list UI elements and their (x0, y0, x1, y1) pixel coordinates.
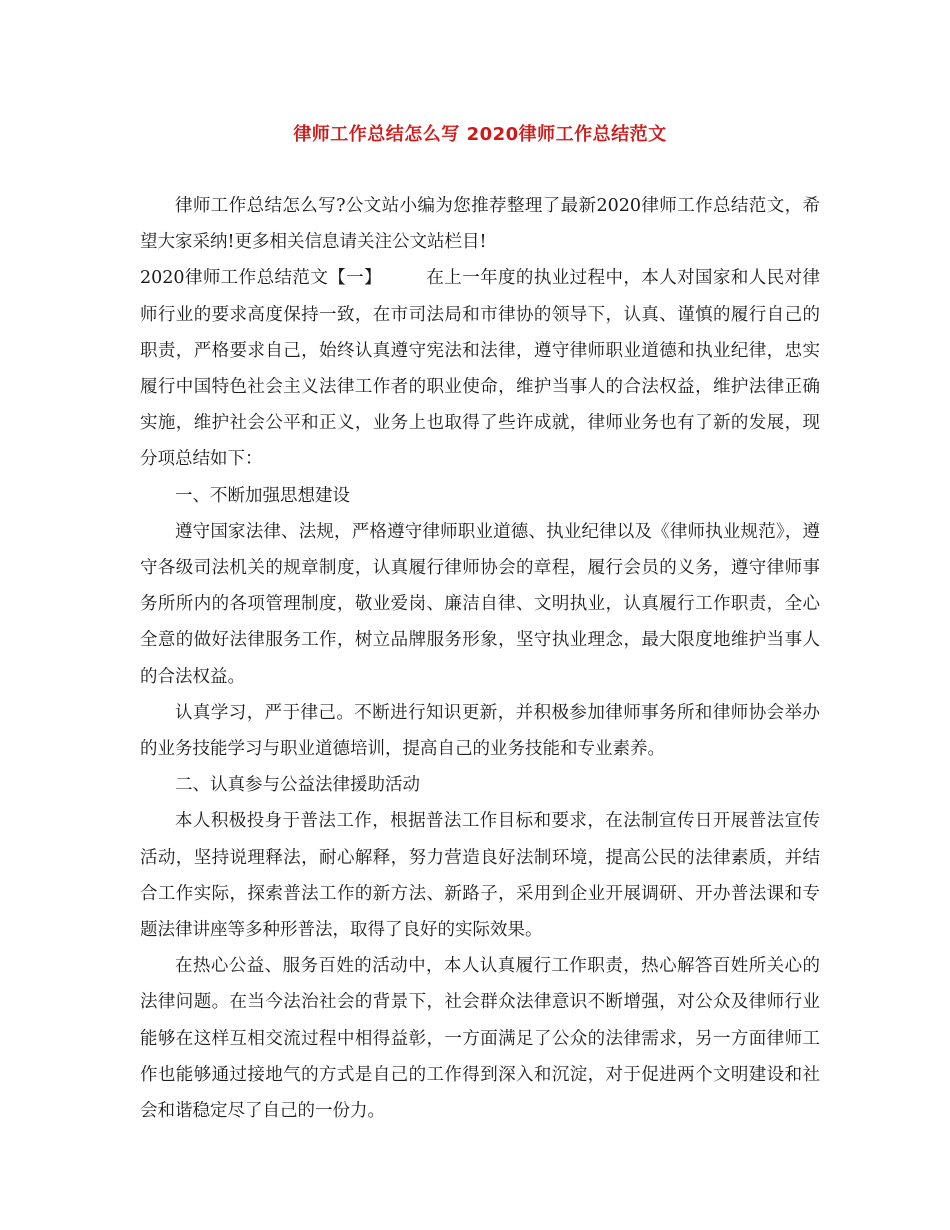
document-body (140, 188, 820, 1129)
section-intro: 在上一年度的执业过程中，本人对国家和人民对律师行业的要求高度保持一致，在市司法局和市律协的领导下，认真、谨慎的履行自己的职责，严格要求自己，始终认真遵守宪法和法律，遵守律师职业道德和执业纪律，忠实履行中国特色社会主义法律工作者的职业使命，维护当事人的合法权益，维护法律正确实施，维护社会公平和正义，业务上也取得了些许成就，律师业务也有了新的发展，现分项总结如下： (140, 268, 820, 470)
section-first-paragraph (140, 260, 820, 477)
paragraph-3: 本人积极投身于普法工作，根据普法工作目标和要求，在法制宣传日开展普法宣传活动，坚持说理释法，耐心解释，努力营造良好法制环境，提高公民的法律素质，并结合工作实际，探索普法工作的新方法、新路子，采用到企业开展调研、开办普法课和专题法律讲座等多种形普法，取得了良好的实际效果。 (140, 811, 820, 941)
paragraph-4: 在热心公益、服务百姓的活动中，本人认真履行工作职责，热心解答百姓所关心的法律问题。在当今法治社会的背景下，社会群众法律意识不断增强，对公众及律师行业能够在这样互相交流过程中相得益彰，一方面满足了公众的法律需求，另一方面律师工作也能够通过接地气的方式是自己的工作得到深入和沉淀，对于促进两个文明建设和社会和谐稳定尽了自己的一份力。 (140, 956, 820, 1122)
heading-1: 一、不断加强思想建设 (175, 485, 350, 506)
section-label: 2020律师工作总结范文【一】 (140, 268, 382, 289)
document-title: 律师工作总结怎么写 2020律师工作总结范文 (293, 124, 667, 145)
heading-2: 二、认真参与公益法律援助活动 (175, 775, 420, 796)
paragraph-1: 遵守国家法律、法规，严格遵守律师职业道德、执业纪律以及《律师执业规范》，遵守各级司法机关的规章制度，认真履行律师协会的章程，履行会员的义务，遵守律师事务所所内的各项管理制度，敬业爱岗、廉洁自律、文明执业，认真履行工作职责，全心全意的做好法律服务工作，树立品牌服务形象，坚守执业理念，最大限度地维护当事人的合法权益。 (140, 521, 820, 687)
intro-paragraph: 律师工作总结怎么写?公文站小编为您推荐整理了最新2020律师工作总结范文，希望大家采纳!更多相关信息请关注公文站栏目! (140, 196, 820, 253)
paragraph-2: 认真学习，严于律己。不断进行知识更新，并积极参加律师事务所和律师协会举办的业务技能学习与职业道德培训，提高自己的业务技能和专业素养。 (140, 702, 820, 760)
